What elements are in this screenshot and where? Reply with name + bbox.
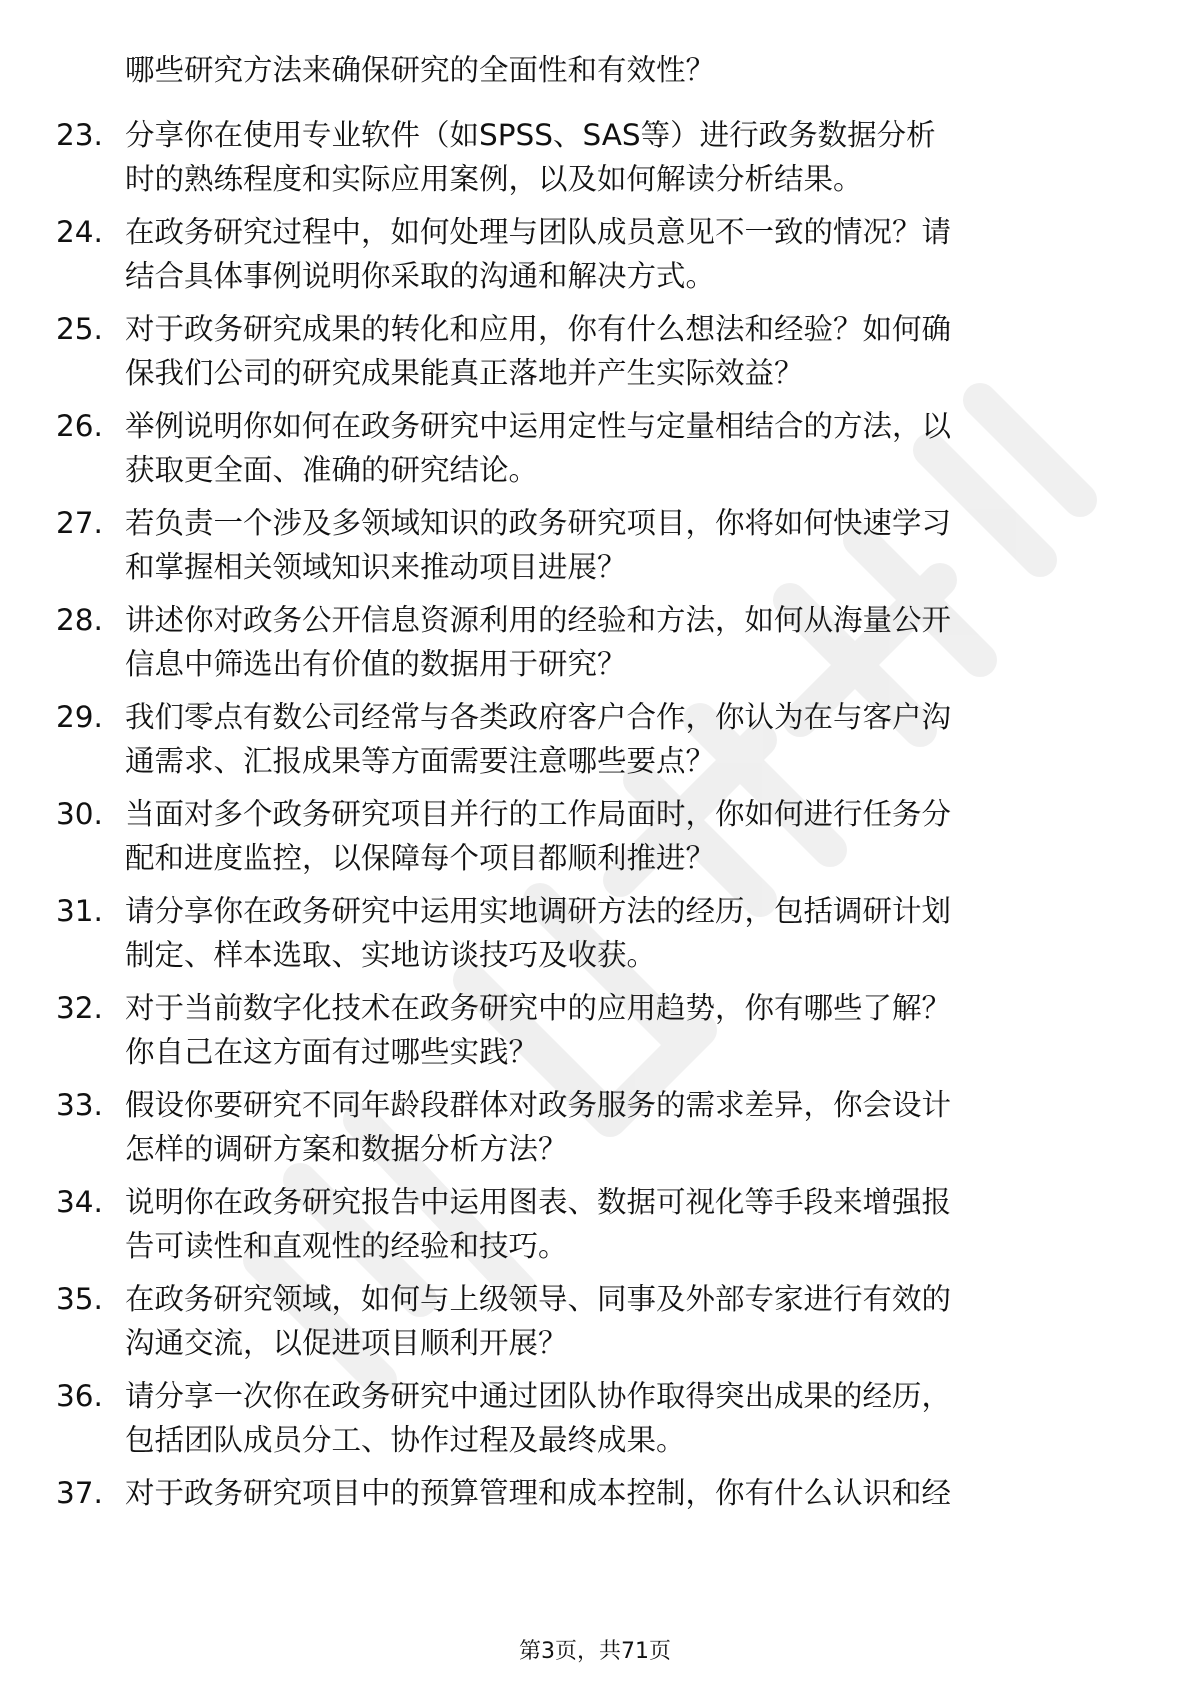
question-text [125, 1374, 1125, 1462]
question-text-line: 举例说明你如何在政务研究中运用定性与定量相结合的方法，以 [125, 409, 952, 443]
question-text-line: 说明你在政务研究报告中运用图表、数据可视化等手段来增强报 [125, 1185, 952, 1219]
question-text-line: 讲述你对政务公开信息资源利用的经验和方法，如何从海量公开 [125, 603, 952, 637]
question-item [0, 1374, 1190, 1463]
question-item [0, 501, 1190, 590]
question-text-line: 当面对多个政务研究项目并行的工作局面时，你如何进行任务分 [125, 797, 952, 831]
question-number: 25. [56, 312, 103, 346]
question-number: 26. [56, 409, 103, 443]
question-text [125, 695, 1125, 783]
question-text-line: 若负责一个涉及多领域知识的政务研究项目，你将如何快速学习 [125, 506, 952, 540]
question-number: 31. [56, 894, 103, 928]
question-text [125, 889, 1125, 977]
question-text-line: 对于政务研究成果的转化和应用，你有什么想法和经验？如何确 [125, 312, 952, 346]
question-item [0, 210, 1190, 299]
question-text-line: 配和进度监控，以保障每个项目都顺利推进？ [125, 841, 716, 875]
question-text-line: 对于政务研究项目中的预算管理和成本控制，你有什么认识和经 [125, 1476, 952, 1510]
question-text [125, 1083, 1125, 1171]
question-item [0, 889, 1190, 978]
question-text [125, 792, 1125, 880]
question-number: 30. [56, 797, 103, 831]
question-text [125, 1180, 1125, 1268]
question-text-line: 获取更全面、准确的研究结论。 [125, 453, 539, 487]
question-number: 35. [56, 1282, 103, 1316]
question-item [0, 1471, 1190, 1560]
question-text-line: 结合具体事例说明你采取的沟通和解决方式。 [125, 259, 716, 293]
question-number: 23. [56, 118, 103, 152]
question-item [0, 1180, 1190, 1269]
question-text-line: 对于当前数字化技术在政务研究中的应用趋势，你有哪些了解？ [125, 991, 952, 1025]
question-number: 24. [56, 215, 103, 249]
question-text [125, 598, 1125, 686]
question-text-line: 包括团队成员分工、协作过程及最终成果。 [125, 1423, 686, 1457]
question-number: 36. [56, 1379, 103, 1413]
question-text-line: 信息中筛选出有价值的数据用于研究？ [125, 647, 627, 681]
page-footer: 第3页，共71页 [519, 1639, 671, 1664]
question-text [125, 113, 1125, 201]
question-text-line: 请分享一次你在政务研究中通过团队协作取得突出成果的经历， [125, 1379, 952, 1413]
question-text-line: 怎样的调研方案和数据分析方法？ [125, 1132, 568, 1166]
question-text-line: 在政务研究领域，如何与上级领导、同事及外部专家进行有效的 [125, 1282, 952, 1316]
question-item [0, 1083, 1190, 1172]
question-item [0, 307, 1190, 396]
question-text-line: 沟通交流，以促进项目顺利开展？ [125, 1326, 568, 1360]
question-number: 34. [56, 1185, 103, 1219]
question-text-line: 保我们公司的研究成果能真正落地并产生实际效益？ [125, 356, 804, 390]
question-item [0, 113, 1190, 202]
question-text-line: 通需求、汇报成果等方面需要注意哪些要点？ [125, 744, 716, 778]
question-text [125, 986, 1125, 1074]
question-list [0, 113, 1190, 1568]
question-number: 37. [56, 1476, 103, 1510]
question-number: 32. [56, 991, 103, 1025]
question-text [125, 404, 1125, 492]
question-text-line: 时的熟练程度和实际应用案例，以及如何解读分析结果。 [125, 162, 863, 196]
question-text-line: 你自己在这方面有过哪些实践？ [125, 1035, 539, 1069]
question-item [0, 986, 1190, 1075]
question-number: 27. [56, 506, 103, 540]
question-item [0, 598, 1190, 687]
question-text [125, 1471, 1125, 1515]
question-item [0, 404, 1190, 493]
question-text-line: 告可读性和直观性的经验和技巧。 [125, 1229, 568, 1263]
question-text [125, 501, 1125, 589]
question-text-line: 和掌握相关领域知识来推动项目进展？ [125, 550, 627, 584]
question-text-line: 我们零点有数公司经常与各类政府客户合作，你认为在与客户沟 [125, 700, 952, 734]
question-text [125, 307, 1125, 395]
question-text-line: 制定、样本选取、实地访谈技巧及收获。 [125, 938, 657, 972]
question-text-line: 在政务研究过程中，如何处理与团队成员意见不一致的情况？请 [125, 215, 952, 249]
question-item [0, 792, 1190, 881]
question-text-line: 假设你要研究不同年龄段群体对政务服务的需求差异，你会设计 [125, 1088, 952, 1122]
question-text [125, 210, 1125, 298]
question-item [0, 695, 1190, 784]
question-text [125, 1277, 1125, 1365]
question-number: 28. [56, 603, 103, 637]
question-number: 29. [56, 700, 103, 734]
question-item [0, 1277, 1190, 1366]
continuation-line: 哪些研究方法来确保研究的全面性和有效性？ [125, 53, 716, 87]
question-text-line: 分享你在使用专业软件（如SPSS、SAS等）进行政务数据分析 [125, 118, 936, 152]
question-number: 33. [56, 1088, 103, 1122]
question-text-line: 请分享你在政务研究中运用实地调研方法的经历，包括调研计划 [125, 894, 952, 928]
